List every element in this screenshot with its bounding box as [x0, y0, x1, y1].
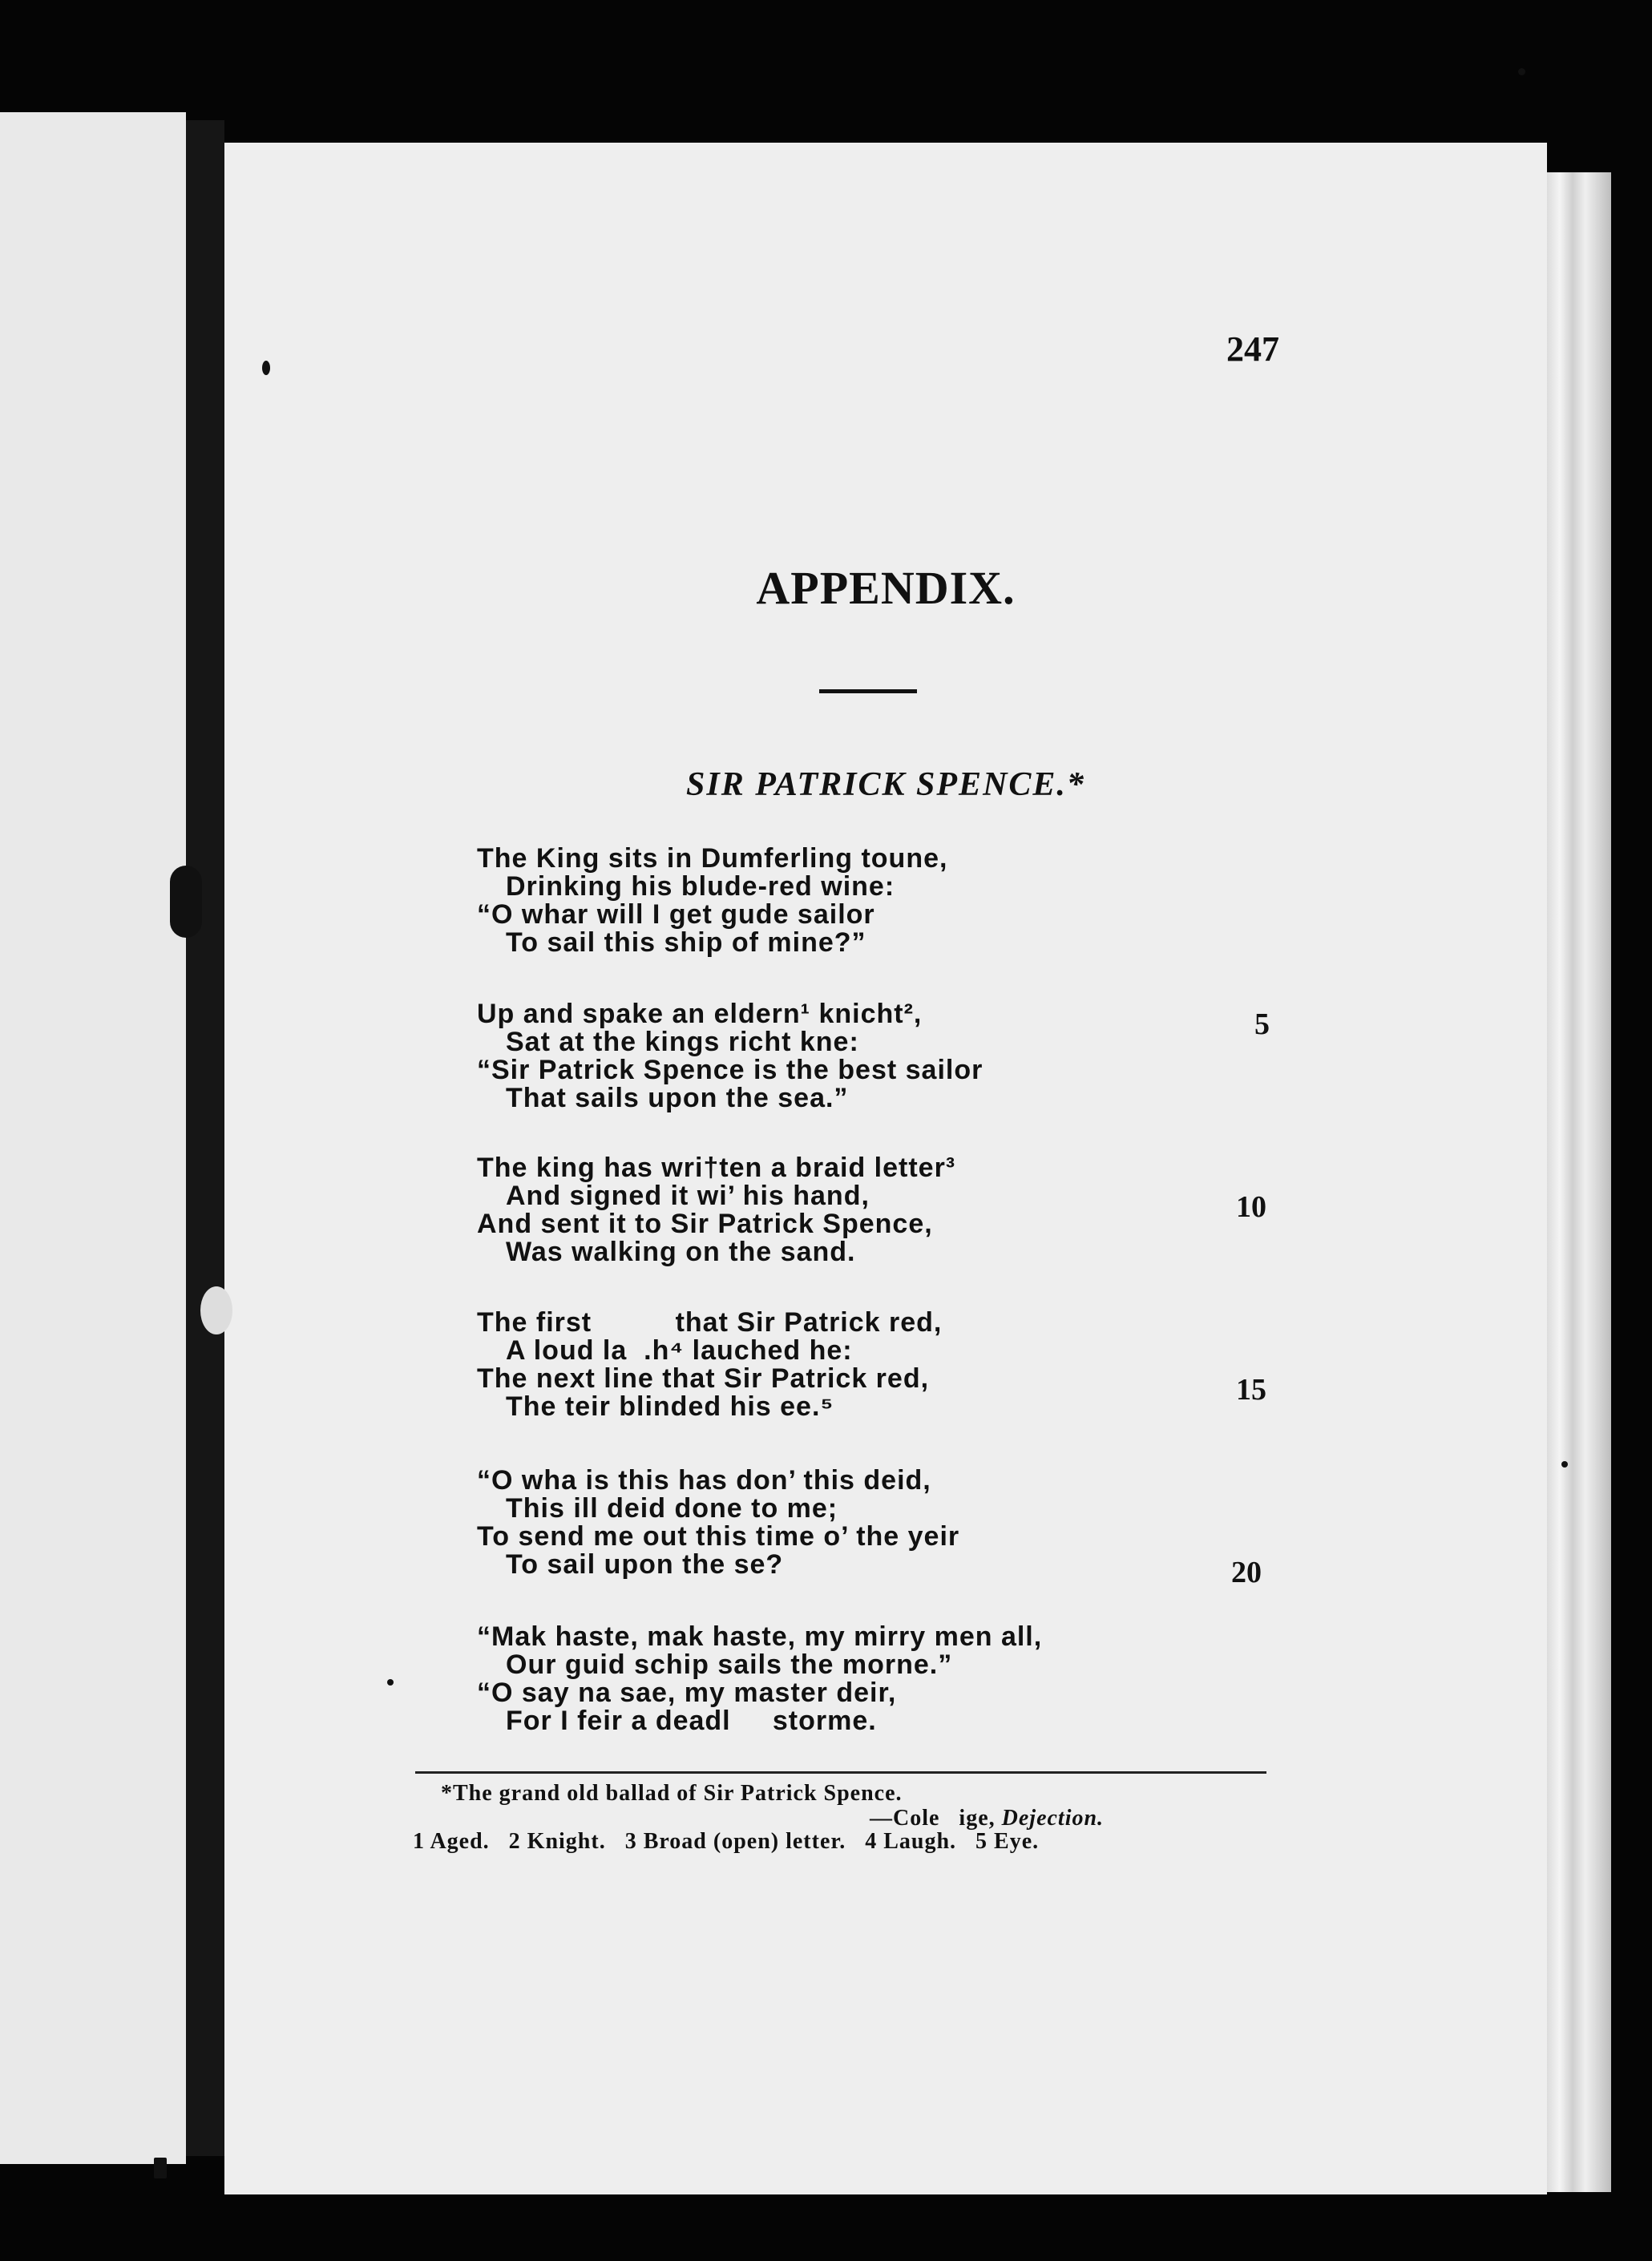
page-number: 247	[1226, 329, 1279, 369]
poem-line: The first that Sir Patrick red,	[477, 1307, 943, 1338]
poem-line: The king has wri†ten a braid letter³	[477, 1153, 956, 1183]
line-number: 10	[1236, 1190, 1266, 1224]
stanza	[477, 1154, 1278, 1266]
stanza	[477, 1467, 1278, 1579]
footnote-glosses: 1 Aged. 2 Knight. 3 Broad (open) letter. 4 Laugh. 5 Eye.	[413, 1829, 1040, 1854]
appendix-heading: APPENDIX.	[756, 562, 1016, 614]
poem-line: Up and spake an eldern¹ knicht²,	[477, 999, 923, 1029]
poem-line: And sent it to Sir Patrick Spence,	[477, 1209, 933, 1239]
footnote-rule	[415, 1771, 1266, 1774]
footnote-attribution	[870, 1806, 1104, 1831]
scan-speck	[200, 1286, 232, 1334]
poem-line: “O say na sae, my master deir,	[477, 1678, 897, 1708]
poem-line: That sails upon the sea.”	[506, 1083, 849, 1113]
stanza	[477, 1000, 1278, 1112]
stanza	[477, 1623, 1278, 1735]
left-page-edge	[0, 112, 186, 2164]
poem-line: For I feir a deadl storme.	[506, 1706, 877, 1736]
poem-line: “O wha is this has don’ this deid,	[477, 1465, 931, 1496]
stanza	[477, 1309, 1278, 1421]
poem-line: This ill deid done to me;	[506, 1493, 838, 1524]
scan-speck	[1518, 68, 1525, 75]
poem-line: To send me out this time o’ the yeir	[477, 1521, 960, 1552]
footnote-star: *The grand old ballad of Sir Patrick Spence.	[441, 1781, 903, 1806]
attribution-work: Dejection.	[1001, 1806, 1105, 1831]
stanza	[477, 845, 1278, 957]
line-number: 15	[1236, 1373, 1266, 1407]
scan-speck	[1561, 1461, 1568, 1468]
poem-line: A loud la .h⁴ lauched he:	[506, 1335, 853, 1366]
poem-line: To sail this ship of mine?”	[506, 927, 866, 958]
poem-title: SIR PATRICK SPENCE.*	[686, 766, 1085, 803]
attribution-author: —Cole ige,	[870, 1806, 1002, 1831]
line-number: 20	[1231, 1556, 1262, 1589]
poem-line: The next line that Sir Patrick red,	[477, 1363, 930, 1394]
poem-line: The teir blinded his ee.⁵	[506, 1391, 834, 1422]
poem-line: Sat at the kings richt kne:	[506, 1027, 859, 1057]
poem-line: To sail upon the se?	[506, 1549, 784, 1580]
poem-line: “Sir Patrick Spence is the best sailor	[477, 1055, 984, 1085]
poem-line: Was walking on the sand.	[506, 1237, 856, 1267]
heading-rule	[819, 689, 917, 693]
poem-line: “Mak haste, mak haste, my mirry men all,	[477, 1621, 1043, 1652]
scan-speck	[262, 361, 270, 375]
scan-speck	[387, 1679, 394, 1686]
poem-line: The King sits in Dumferling toune,	[477, 843, 948, 874]
poem-line: And signed it wi’ his hand,	[506, 1181, 870, 1211]
poem-line: Drinking his blude-red wine:	[506, 871, 895, 902]
line-number: 5	[1254, 1007, 1270, 1041]
poem-line: Our guid schip sails the morne.”	[506, 1649, 953, 1680]
scan-speck	[154, 2158, 167, 2178]
scan-speck	[170, 866, 202, 938]
poem-line: “O whar will I get gude sailor	[477, 899, 875, 930]
page-stack-edge	[1547, 172, 1611, 2192]
book-gutter	[186, 120, 224, 2156]
